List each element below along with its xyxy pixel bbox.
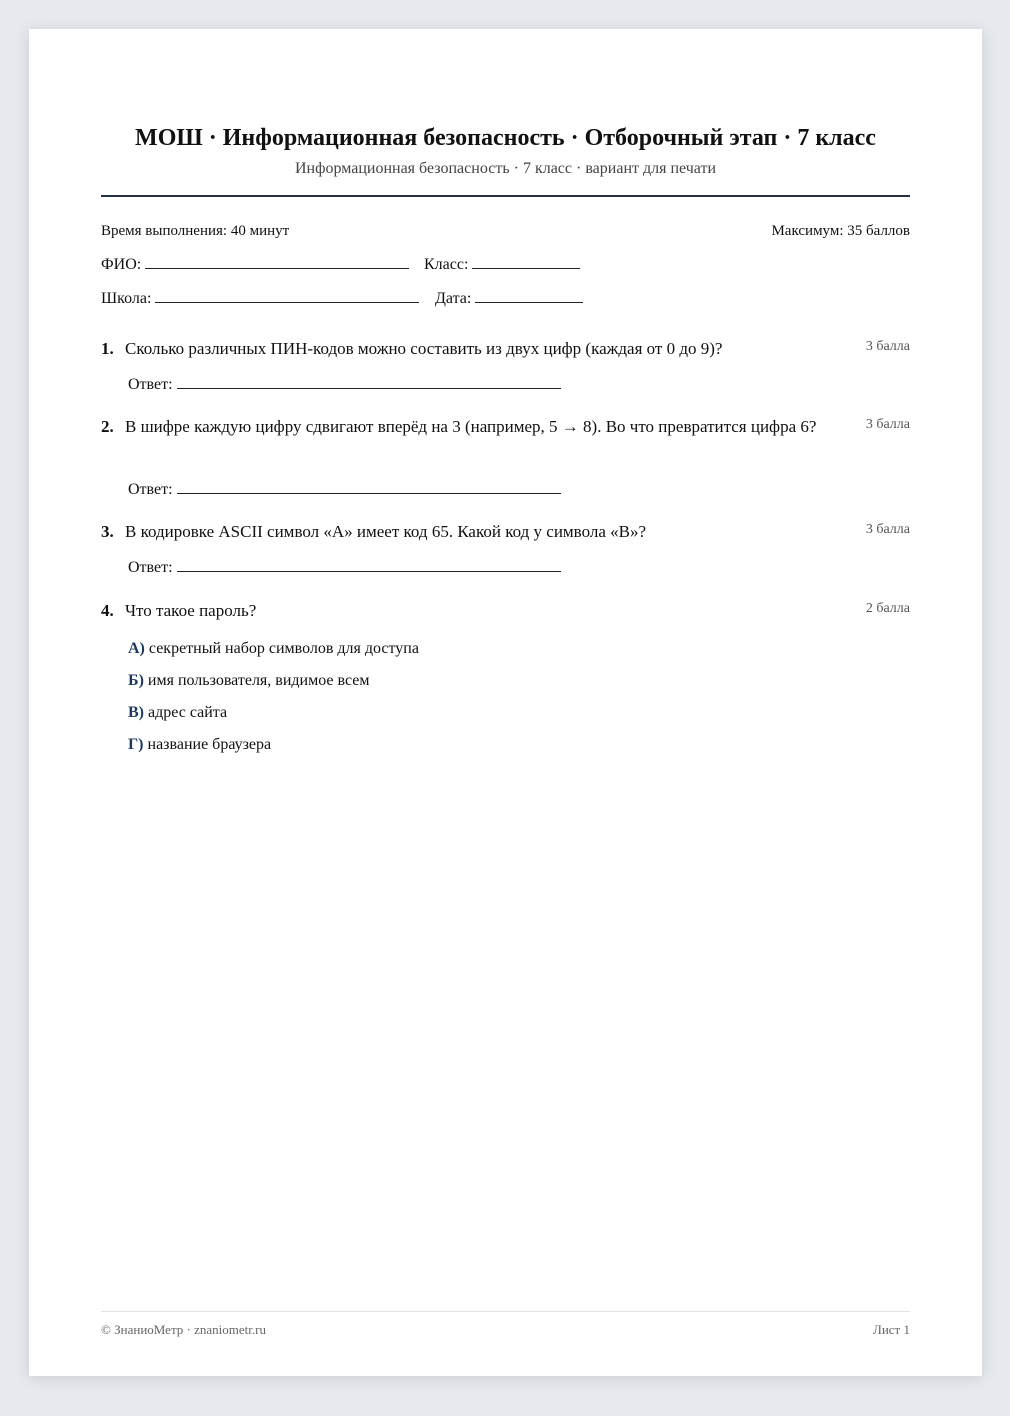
answer-line[interactable] <box>177 374 561 389</box>
option-text: название браузера <box>147 736 272 753</box>
question-number: 1. <box>101 339 114 358</box>
header-divider <box>101 195 910 197</box>
date-line[interactable] <box>475 288 583 303</box>
fio-line[interactable] <box>145 254 409 269</box>
school-label: Школа: <box>101 290 152 307</box>
footer-sheet-number: Лист 1 <box>873 1322 910 1337</box>
option-a[interactable] <box>128 639 419 659</box>
option-letter: В) <box>128 704 144 721</box>
fio-field[interactable] <box>101 254 409 275</box>
option-letter: А) <box>128 640 145 657</box>
page-content <box>101 29 910 1376</box>
school-line[interactable] <box>155 288 419 303</box>
option-text: адрес сайта <box>148 704 228 721</box>
question-text: Что такое пароль? <box>125 601 257 620</box>
fio-label: ФИО: <box>101 256 142 273</box>
answer-label: Ответ: <box>128 376 173 393</box>
question-text: Сколько различных ПИН-кодов можно составить из двух цифр (каждая от 0 до 9)? <box>125 339 723 358</box>
class-field[interactable] <box>424 254 580 275</box>
option-d[interactable] <box>128 735 271 755</box>
school-field[interactable] <box>101 288 419 309</box>
date-label: Дата: <box>435 290 472 307</box>
date-field[interactable] <box>435 288 583 309</box>
question-number: 4. <box>101 601 114 620</box>
question-text: В кодировке ASCII символ «A» имеет код 65. Какой код у символа «B»? <box>125 522 647 541</box>
footer-copyright: © ЗнаниоМетр · znaniometr.ru <box>101 1322 266 1337</box>
answer-2[interactable] <box>128 479 561 500</box>
option-text: секретный набор символов для доступа <box>148 640 419 657</box>
answer-line[interactable] <box>177 479 561 494</box>
question-points: 3 балла <box>865 522 910 537</box>
print-page <box>29 29 982 1376</box>
question-points: 3 балла <box>865 417 910 432</box>
answer-line[interactable] <box>177 557 561 572</box>
answer-label: Ответ: <box>128 559 173 576</box>
max-score: Максимум: 35 баллов <box>771 223 910 239</box>
question-number: 3. <box>101 522 114 541</box>
class-line[interactable] <box>472 254 580 269</box>
answer-1[interactable] <box>128 374 561 395</box>
time-limit: Время выполнения: 40 минут <box>101 223 290 239</box>
question-number: 2. <box>101 417 114 436</box>
option-letter: Г) <box>128 736 144 753</box>
question-points: 3 балла <box>865 339 910 354</box>
class-label: Класс: <box>424 256 469 273</box>
question-points: 2 балла <box>865 601 910 616</box>
answer-3[interactable] <box>128 557 561 578</box>
option-c[interactable] <box>128 703 227 723</box>
option-b[interactable] <box>128 671 370 691</box>
question-text: В шифре каждую цифру сдвигают вперёд на 3 (например, 5 → 8). Во что превратится цифра 6? <box>125 417 817 436</box>
page-subtitle: Информационная безопасность · 7 класс · вариант для печати <box>294 160 717 177</box>
answer-label: Ответ: <box>128 481 173 498</box>
option-text: имя пользователя, видимое всем <box>147 672 370 689</box>
footer-divider <box>101 1311 910 1312</box>
page-title: МОШ · Информационная безопасность · Отборочный этап · 7 класс <box>135 125 876 151</box>
option-letter: Б) <box>128 672 144 689</box>
